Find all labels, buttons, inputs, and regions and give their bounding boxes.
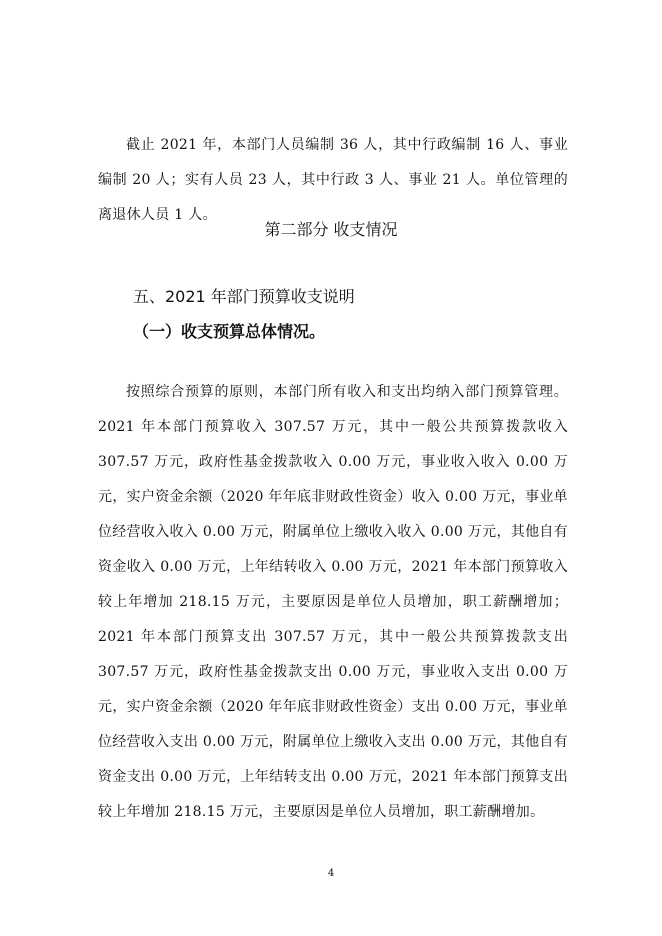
page-number: 4 [327,868,335,879]
section-five-heading: 五、2021 年部门预算收支说明 [133,287,355,306]
staffing-paragraph: 截止 2021 年，本部门人员编制 36 人，其中行政编制 16 人、事业编制 20 人；实有人员 23 人，其中行政 3 人、事业 21 人。单位管理的离退休人员 1 人。 [98,137,568,223]
subsection-one-heading: （一）收支预算总体情况。 [133,322,326,341]
part-two-title: 第二部分 收支情况 [264,220,398,239]
budget-overview-paragraph: 按照综合预算的原则，本部门所有收入和支出均纳入部门预算管理。2021 年本部门预算收入 307.57 万元，其中一般公共预算拨款收入 307.57 万元，政府性基金拨款收入 0.00 万元，事业收入收入 0.00 万元，实户资金余额（2020 年年底非财政性资金）收入 0.00 万元，事业单位经营收入收入 0.00 万元，附属单位上缴收入收入 0.00 万元，其他自有资金收入 0.00 万元，上年结转收入 0.00 万元，2021 年本部门预算收入较上年增加 218.15 万元，主要原因是单位人员增加，职工薪酬增加；2021 年本部门预算支出 307.57 万元，其中一般公共预算拨款支出 307.57 万元，政府性基金拨款支出 0.00 万元，事业收入支出 0.00 万元，实户资金余额（2020 年年底非财政性资金）支出 0.00 万元，事业单位经营收入支出 0.00 万元，附属单位上缴收入支出 0.00 万元，其他自有资金支出 0.00 万元，上年结转支出 0.00 万元，2021 年本部门预算支出较上年增加 218.15 万元，主要原因是单位人员增加，职工薪酬增加。 [98,384,568,820]
